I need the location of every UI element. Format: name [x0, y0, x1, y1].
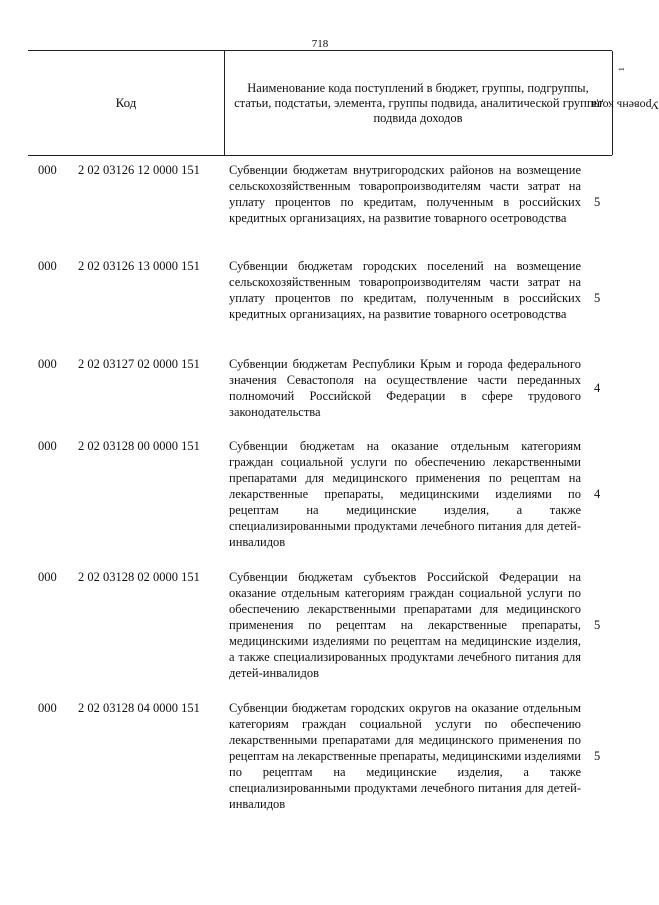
- row-budget-code: 2 02 03126 13 0000 151: [78, 259, 200, 273]
- row-level: 5: [594, 749, 601, 763]
- row-budget-code: 2 02 03128 02 0000 151: [78, 570, 200, 584]
- header-name: Наименование кода поступлений в бюджет, группы, подгруппы, статьи, подстатьи, элемента, группы подвида, аналитической группы подвида доходов: [234, 80, 602, 125]
- table-row: [0, 569, 640, 681]
- table-row: [0, 258, 640, 338]
- header-code: Код: [115, 95, 137, 110]
- header-level-footnote: 1: [617, 67, 627, 72]
- row-budget-code: 2 02 03126 12 0000 151: [78, 163, 200, 177]
- row-admin-code: 000: [38, 701, 57, 715]
- table-row: [0, 356, 640, 420]
- row-level: 5: [594, 618, 601, 632]
- row-name: Субвенции бюджетам на оказание отдельным категориям граждан социальной услуги по обеспечению лекарственными препаратами для медицинского применения по рецептам на лекарственные препараты, медицинскими изделиями по рецептам на медицинские изделия, а также специализированными продуктами лечебного питания для детей-инвалидов: [229, 439, 581, 549]
- row-name: Субвенции бюджетам субъектов Российской Федерации на оказание отдельным категориям граждан социальной услуги по обеспечению лекарственными препаратами для медицинского применения по рецептам на лекарственные препараты, медицинскими изделиями по рецептам на медицинские изделия, а также специализированных продуктами лечебного питания для детей-инвалидов: [229, 570, 581, 680]
- row-budget-code: 2 02 03128 00 0000 151: [78, 439, 200, 453]
- row-level: 5: [594, 195, 601, 209]
- header-level-label: Уровень кода: [591, 98, 659, 113]
- table-header: [28, 50, 659, 156]
- row-level: 4: [594, 487, 601, 501]
- row-name: Субвенции бюджетам городских округов на оказание отдельным категориям граждан социальной услуги по обеспечению лекарственными препаратами для медицинского применения по рецептам на лекарственные препараты, медицинскими изделиями по рецептам на медицинские изделия, а также специализированными продуктами лечебного питания для детей-инвалидов: [229, 701, 581, 811]
- row-name: Субвенции бюджетам Республики Крым и города федерального значения Севастополя на осуществление части переданных полномочий Российской Федерации в сфере трудового законодательства: [229, 357, 581, 419]
- row-admin-code: 000: [38, 259, 57, 273]
- row-admin-code: 000: [38, 357, 57, 371]
- table-row: [0, 700, 640, 812]
- row-admin-code: 000: [38, 163, 57, 177]
- row-level: 5: [594, 291, 601, 305]
- row-budget-code: 2 02 03128 04 0000 151: [78, 701, 200, 715]
- row-admin-code: 000: [38, 439, 57, 453]
- table-row: [0, 438, 640, 550]
- page-number: 718: [311, 38, 329, 50]
- header-level: [591, 53, 659, 153]
- table-row: [0, 162, 640, 242]
- row-name: Субвенции бюджетам внутригородских районов на возмещение сельскохозяйственным товаропроизводителям части затрат на уплату процентов по кредитам, полученным в российских кредитных организациях, на развитие товарного осетроводства: [229, 163, 581, 225]
- row-admin-code: 000: [38, 570, 57, 584]
- row-level: 4: [594, 381, 601, 395]
- row-budget-code: 2 02 03127 02 0000 151: [78, 357, 200, 371]
- row-name: Субвенции бюджетам городских поселений на возмещение сельскохозяйственным товаропроизводителям части затрат на уплату процентов по кредитам, полученным в российских кредитных организациях, на развитие товарного осетроводства: [229, 259, 581, 321]
